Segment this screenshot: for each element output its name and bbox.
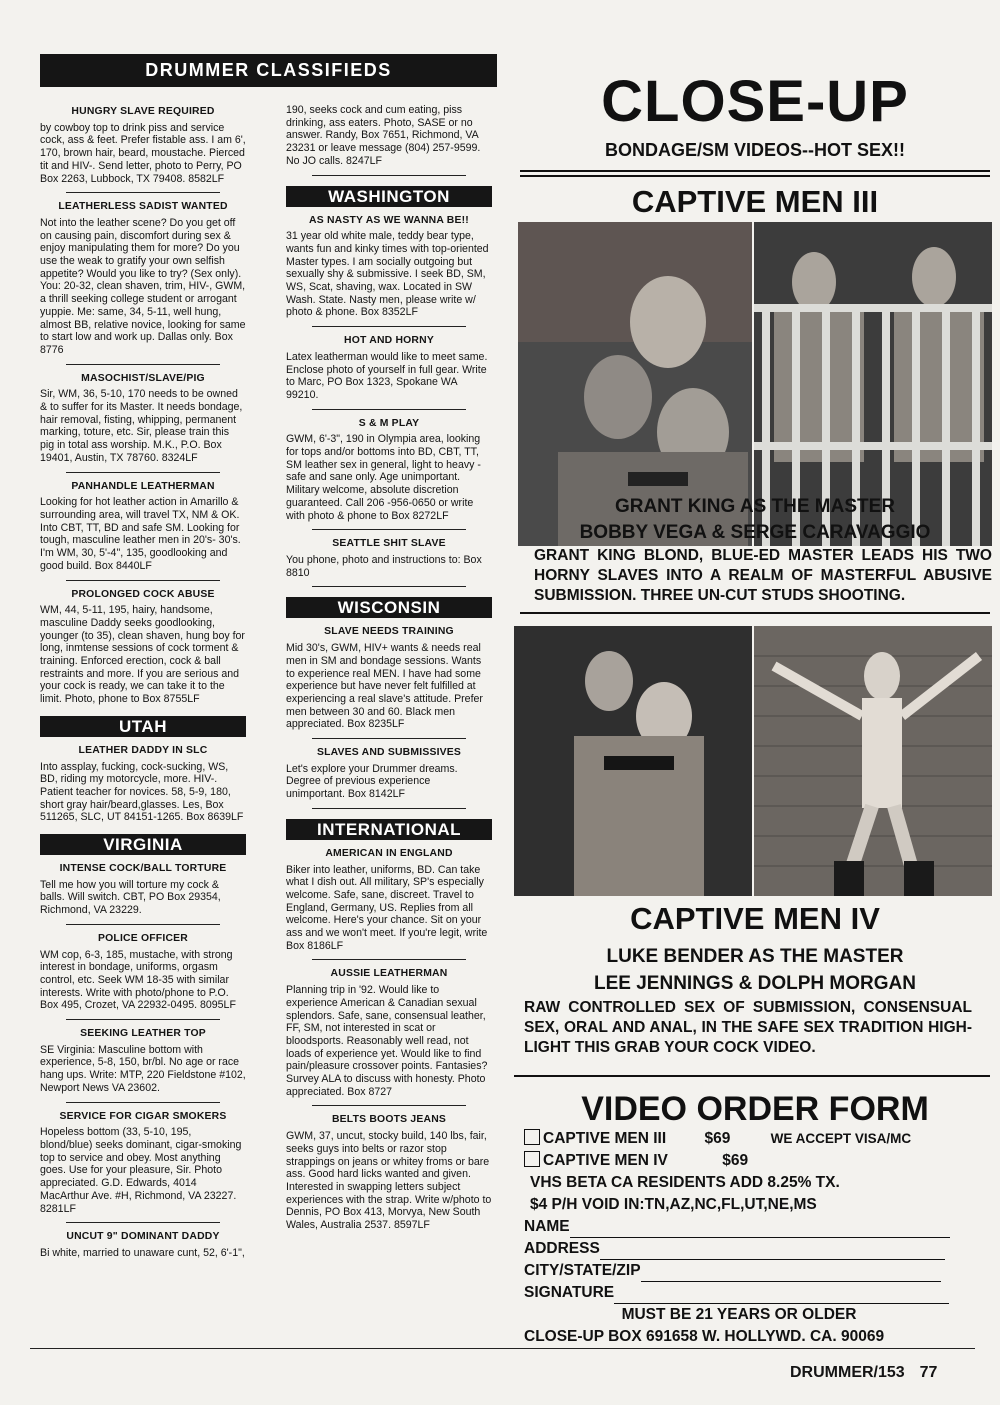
age-requirement: MUST BE 21 YEARS OR OLDER (621, 1306, 857, 1323)
checkbox-captive-men-iii[interactable] (524, 1129, 540, 1145)
state-header-washington: WASHINGTON (286, 186, 492, 207)
city-row (524, 1260, 994, 1282)
brand-title: CLOSE-UP (601, 69, 909, 134)
classified-ad (40, 365, 246, 465)
address-label: ADDRESS (524, 1240, 600, 1257)
order-item-1: CAPTIVE MEN III (543, 1130, 667, 1147)
vhs-tax-line: VHS BETA CA RESIDENTS ADD 8.25% TX. (530, 1174, 840, 1191)
checkbox-captive-men-iv[interactable] (524, 1151, 540, 1167)
classified-ad (40, 193, 246, 356)
ad-divider (312, 586, 466, 587)
video2-photo-left-image (514, 626, 752, 896)
ad-body: Latex leatherman would like to meet same. Enclose photo of yourself in full gear. Write to Marc, PO Box 1323, Spokane WA 99210. (286, 350, 488, 401)
state-header-international: INTERNATIONAL (286, 819, 492, 840)
video2-description: RAW CONTROLLED SEX OF SUBMISSION, CONSENSUAL SEX, ORAL AND ANAL, IN THE SAFE SEX TRADITION HIGH-LIGHT THIS GRAB YOUR COCK VIDEO. (524, 999, 972, 1056)
classified-ad (40, 855, 246, 917)
classifieds-banner: DRUMMER CLASSIFIEDS (40, 54, 497, 87)
video2-photo-right-image (754, 626, 992, 896)
classified-ad (286, 960, 492, 1098)
ad-divider (312, 808, 466, 809)
ad-title: SLAVE NEEDS TRAINING (324, 626, 454, 638)
order-form (524, 1128, 994, 1348)
ad-title: SERVICE FOR CIGAR SMOKERS (59, 1110, 227, 1122)
ad-title: HOT AND HORNY (344, 335, 434, 347)
divider-line (520, 175, 990, 177)
postage-line: $4 P/H VOID IN:TN,AZ,NC,FL,UT,NE,MS (530, 1196, 817, 1213)
ad-title: AUSSIE LEATHERMAN (330, 968, 448, 980)
classified-ad (40, 581, 246, 706)
name-row (524, 1216, 994, 1238)
ad-body: SE Virginia: Masculine bottom with experience, 5-8, 150, br/bl. No age or race hang ups. Write: MTP, 220 Fieldstone #102, Newport News VA 23602. (40, 1043, 246, 1094)
classified-ad (40, 737, 246, 824)
city-state-zip-field[interactable] (641, 1267, 941, 1282)
classified-ad (40, 925, 246, 1012)
ad-body: You phone, photo and instructions to: Box 8810 (286, 553, 482, 579)
ad-title: POLICE OFFICER (98, 932, 188, 944)
footer (790, 1364, 937, 1382)
classified-ad (286, 1106, 492, 1231)
ad-title: BELTS BOOTS JEANS (331, 1114, 447, 1126)
ad-title: AMERICAN IN ENGLAND (325, 847, 453, 859)
ad-title: PROLONGED COCK ABUSE (71, 588, 215, 600)
ad-body: Looking for hot leather action in Amarillo & surrounding area, will travel TX, NM & OK. Into CBT, TT, BD and safe SM. Looking for tough, masculine leather men in 20's- 30's. I'm WM, 30, 5'-4", 135, goodlooking and good build. Box 8440LF (40, 496, 241, 572)
order-price-1: $69 (704, 1130, 731, 1147)
ad-body: Sir, WM, 36, 5-10, 170 needs to be owned & to suffer for its Master. It needs bondage, hair removal, fisting, whipping, permanent marking, toture, etc. Sir, please train this pig in total ass worship. M.K., P.O. Box 19401, Austin, TX 78760. 8324LF (40, 388, 243, 464)
ad-body: WM, 44, 5-11, 195, hairy, handsome, masculine Daddy seeks goodlooking, younger (to 35), clean shaven, hung boy for long, inmtense sessions of cock torment & training. Enforced erection, cock & ball restraints and more. If you are serious and your cock is ready, we can take it to the limit. Photo, phone to Box 8755LF (40, 604, 245, 706)
ad-title: UNCUT 9" DOMINANT DADDY (66, 1231, 220, 1243)
ad-body: Planning trip in '92. Would like to experience American & Canadian sexual splendors. Safe, sane, consensual leather, FF, SM, not interested in scat or bloodsports. Reasonably well read, not loads of experience yet. Would like to find pain/pleasure crossover points. Fantasies? Survey ALA to discuss with honesty. Photo appreciated. Box 8727 (286, 984, 488, 1098)
ad-body: 31 year old white male, teddy bear type, wants fun and kinky times with top-oriented Master types. I am socially outgoing but sexually shy & submissive. I seek BD, SM, WS, Scat, shaving, wax. Located in SW Wash. State. Nasty men, please write w/ photo & phone. Box 8352LF (286, 230, 489, 319)
classified-ad (286, 739, 492, 801)
ad-divider (312, 175, 466, 176)
footer-rule (30, 1348, 975, 1349)
classified-ad (286, 618, 492, 731)
signature-label: SIGNATURE (524, 1284, 615, 1301)
magazine-issue: DRUMMER/153 (790, 1364, 905, 1381)
page-number: 77 (919, 1364, 938, 1381)
classifieds-column-2 (286, 104, 492, 1232)
ad-body: Bi white, married to unaware cunt, 52, 6'-1", (40, 1246, 245, 1259)
video2-photo-right (754, 626, 992, 896)
video1-cast-line: BOBBY VEGA & SERGE CARAVAGGIO (579, 522, 931, 543)
ad-title: LEATHER DADDY IN SLC (78, 744, 208, 756)
ad-body: Tell me how you will torture my cock & balls. Will switch. CBT, PO Box 29354, Richmond, VA 23229. (40, 878, 221, 917)
divider-line (520, 612, 990, 614)
classifieds-column-1 (40, 98, 246, 1260)
ad-body: Mid 30's, GWM, HIV+ wants & needs real men in SM and bondage sessions. Wants to experience real MEN. I have had some experience but have never felt fulfilled at experiencing a real slave's attitude. Prefer men between 30 and 60. Black men appreciated. Box 8235LF (286, 642, 483, 731)
classified-ad (286, 207, 492, 320)
ad-body: Not into the leather scene? Do you get off on causing pain, discomfort during sex & enjoy manipulating them for more? Do you use the weak to gratify your own selfish appetite? Would you like to try? (Sex only). You: 20-32, clean shaven, trim, HIV-, GWM, a thrill seeking college student or arrogant yuppie. Me: same, 34, 5-11, well hung, almost BB, relative novice, looking for same to start low and work up. Dallas only. Box 8776 (40, 216, 246, 356)
video1-master-line: GRANT KING AS THE MASTER (614, 496, 896, 517)
address-row (524, 1238, 994, 1260)
classified-ad (40, 473, 246, 573)
order-row-1 (524, 1128, 994, 1150)
ad-title: SLAVES AND SUBMISSIVES (316, 747, 462, 759)
ad-title: SEATTLE SHIT SLAVE (332, 538, 446, 550)
classified-ad (286, 530, 492, 579)
ad-title: LEATHERLESS SADIST WANTED (58, 201, 228, 213)
classified-ad (40, 1103, 246, 1216)
state-header-utah: UTAH (40, 716, 246, 737)
ad-title: AS NASTY AS WE WANNA BE!! (309, 214, 469, 226)
ad-body: GWM, 37, uncut, stocky build, 140 lbs, fair, seeks guys into belts or razor stop strappings on jeans or whitey froms or bare ass. Good hard licks wanted and given. Interested in swapping letters subject experiences with the strap. Write w/photo to Dennis, PO Box 413, Morvya, New South Wales, Australia 2537. 8597LF (286, 1130, 492, 1232)
name-label: NAME (524, 1218, 570, 1235)
video2-title: CAPTIVE MEN IV (630, 901, 880, 936)
ad-tagline: BONDAGE/SM VIDEOS--HOT SEX!! (604, 140, 905, 160)
ad-title: HUNGRY SLAVE REQUIRED (71, 106, 215, 117)
order-price-2: $69 (722, 1152, 749, 1169)
ad-body: Hopeless bottom (33, 5-10, 195, blond/blue) seeks dominant, cigar-smoking top to service and obey. Most anything goes. Use for your pleasure, Sir. Photo appreciated. G.D. Edwards, 4014 MacArthur Ave. #H, Richmond, VA 23227. 8281LF (40, 1126, 242, 1215)
order-form-title: VIDEO ORDER FORM (581, 1090, 929, 1128)
city-label: CITY/STATE/ZIP (524, 1262, 641, 1279)
close-up-advertisement (510, 60, 1000, 1360)
video1-description: GRANT KING BLOND, BLUE-ED MASTER LEADS HIS TWO HORNY SLAVES INTO A REALM OF MASTERFUL ABUSIVE SUBMISSION. THREE UN-CUT STUDS SHOOTING. (534, 547, 992, 604)
classified-ad (40, 1223, 246, 1259)
video2-cast-line: LEE JENNINGS & DOLPH MORGAN (594, 973, 916, 994)
continued-ad-text: 190, seeks cock and cum eating, piss drinking, ass eaters. Photo, SASE or no answer. Randy, Box 7651, Richmond, VA 23231 or leave message (804) 257-9599. No JO calls. 8247LF (286, 104, 481, 167)
classified-ad (40, 1020, 246, 1095)
signature-row (524, 1282, 994, 1304)
video1-title: CAPTIVE MEN III (631, 184, 879, 219)
state-header-virginia: VIRGINIA (40, 834, 246, 855)
divider-line (514, 1075, 990, 1077)
ad-body: by cowboy top to drink piss and service cock, ass & feet. Prefer fistable ass. I am 6', 170, brown hair, beard, moustache. Pierced tit and HIV-. Send letter, photo to Perry, PO Box 2263, Lubbock, TX 79408. 8582LF (40, 121, 246, 185)
classified-ad (286, 327, 492, 402)
ad-title: S & M PLAY (358, 417, 420, 429)
ad-title: INTENSE COCK/BALL TORTURE (59, 863, 227, 875)
visa-mc-notice: WE ACCEPT VISA/MC (770, 1131, 912, 1146)
order-row-2 (524, 1150, 994, 1172)
name-field[interactable] (570, 1223, 950, 1238)
divider-line (520, 170, 990, 172)
classified-ad (286, 410, 492, 523)
ad-title: MASOCHIST/SLAVE/PIG (81, 372, 205, 384)
address-field[interactable] (600, 1245, 945, 1260)
classified-ad (286, 840, 492, 953)
ad-body: Into assplay, fucking, cock-sucking, WS, BD, riding my motorcycle, more. HIV-. Patient teacher for novices. 58, 5-9, 180, short gray hair/beard,glasses. Les, Box 511265, SLC, UT 84151-1265. Box 8639LF (40, 760, 244, 824)
ad-body: GWM, 6'-3", 190 in Olympia area, looking for tops and/or bottoms into BD, CBT, TT, SM leather sex in general, light to heavy - safe and sane only. Age unimportant. Military welcome, absolute discretion guaranteed. Call 206 -956-0650 or write with photo & phone to Box 8272LF (286, 433, 481, 522)
signature-field[interactable] (614, 1289, 949, 1304)
ad-body: Let's explore your Drummer dreams. Degree of previous experience unimportant. Box 8142LF (286, 762, 458, 801)
classified-ad (40, 98, 246, 185)
ad-title: PANHANDLE LEATHERMAN (71, 480, 215, 492)
ad-body: Biker into leather, uniforms, BD. Can take what I dish out. All military, SP's especially welcome. Safe, sane, discreet. Travel to England, Germany, US. Replies from all welcome. Here's your chance. Sit on your ass and we won't meet. If you're legit, write Box 8186LF (286, 863, 488, 952)
video2-photo-left (514, 626, 752, 896)
ad-body: WM cop, 6-3, 185, mustache, with strong interest in bondage, uniforms, orgasm control, etc. Seek WM 18-35 with similar interests. Write with photo/phone to P.O. Box 495, Crozet, VA 22932-0495. 8095LF (40, 948, 236, 1012)
order-item-2: CAPTIVE MEN IV (543, 1152, 668, 1169)
ad-title: SEEKING LEATHER TOP (80, 1028, 206, 1040)
video2-master-line: LUKE BENDER AS THE MASTER (606, 946, 904, 967)
state-header-wisconsin: WISCONSIN (286, 597, 492, 618)
mailing-address: CLOSE-UP BOX 691658 W. HOLLYWD. CA. 90069 (524, 1328, 885, 1345)
